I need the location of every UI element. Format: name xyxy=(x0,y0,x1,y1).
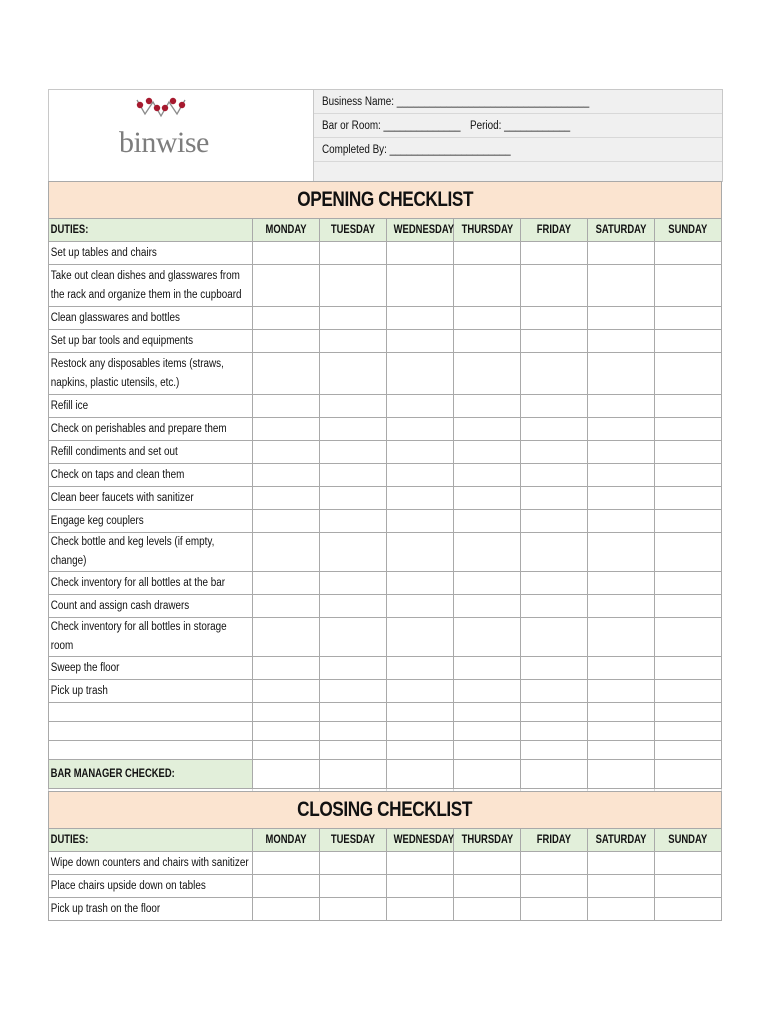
check-cell[interactable] xyxy=(655,265,722,307)
duty-cell xyxy=(49,307,253,330)
check-cell[interactable] xyxy=(454,510,521,533)
check-cell[interactable] xyxy=(387,618,454,657)
day-header-tuesday xyxy=(320,829,387,852)
binwise-logo-icon xyxy=(133,96,189,122)
duty-label: Set up tables and chairs xyxy=(50,246,157,259)
check-cell[interactable] xyxy=(454,680,521,703)
check-cell[interactable] xyxy=(521,307,588,330)
opening-title-text: OPENING CHECKLIST xyxy=(297,188,473,211)
check-cell[interactable] xyxy=(655,510,722,533)
check-cell[interactable] xyxy=(454,395,521,418)
check-cell[interactable] xyxy=(320,852,387,875)
closing-title-text: CLOSING CHECKLIST xyxy=(297,798,473,821)
check-cell[interactable] xyxy=(655,898,722,921)
check-cell[interactable] xyxy=(387,657,454,680)
check-cell[interactable] xyxy=(454,852,521,875)
check-cell[interactable] xyxy=(521,680,588,703)
check-cell[interactable] xyxy=(454,487,521,510)
check-cell[interactable] xyxy=(454,464,521,487)
check-cell[interactable] xyxy=(655,330,722,353)
check-cell[interactable] xyxy=(521,395,588,418)
opening-duties xyxy=(49,242,722,703)
check-cell[interactable] xyxy=(320,441,387,464)
duty-cell xyxy=(49,330,253,353)
check-cell[interactable] xyxy=(387,418,454,441)
duty-row xyxy=(49,242,722,265)
day-label: TUESDAY xyxy=(330,224,376,236)
check-cell[interactable] xyxy=(253,418,320,441)
info-divider xyxy=(314,113,722,114)
check-cell[interactable] xyxy=(521,510,588,533)
check-cell[interactable] xyxy=(320,242,387,265)
check-cell[interactable] xyxy=(387,242,454,265)
day-header-thursday xyxy=(454,219,521,242)
check-cell[interactable] xyxy=(588,353,655,395)
document-header xyxy=(48,89,721,181)
check-cell[interactable] xyxy=(521,657,588,680)
duty-row xyxy=(49,680,722,703)
check-cell[interactable] xyxy=(320,618,387,657)
check-cell[interactable] xyxy=(320,875,387,898)
duty-cell xyxy=(49,680,253,703)
duty-label: Pick up trash on the floor xyxy=(50,902,161,915)
check-cell[interactable] xyxy=(320,510,387,533)
check-cell[interactable] xyxy=(655,680,722,703)
brand-name: binwise xyxy=(119,126,209,159)
duty-cell xyxy=(49,852,253,875)
day-header-saturday xyxy=(588,829,655,852)
check-cell[interactable] xyxy=(387,533,454,572)
check-cell[interactable] xyxy=(588,533,655,572)
duty-cell xyxy=(49,875,253,898)
business-info xyxy=(313,89,723,182)
check-cell[interactable] xyxy=(655,487,722,510)
day-header-friday xyxy=(521,829,588,852)
day-header-saturday xyxy=(588,219,655,242)
duty-label: Refill condiments and set out xyxy=(50,445,178,458)
manager-check-cell[interactable] xyxy=(655,760,722,789)
check-cell[interactable] xyxy=(521,595,588,618)
check-cell[interactable] xyxy=(454,441,521,464)
duty-label: Check on perishables and prepare them xyxy=(50,422,227,435)
check-cell[interactable] xyxy=(387,487,454,510)
day-header-monday xyxy=(253,829,320,852)
check-cell[interactable] xyxy=(588,265,655,307)
check-cell[interactable] xyxy=(655,464,722,487)
day-label: SATURDAY xyxy=(595,224,647,236)
check-cell[interactable] xyxy=(454,875,521,898)
check-cell[interactable] xyxy=(387,680,454,703)
check-cell[interactable] xyxy=(454,595,521,618)
day-label: SUNDAY xyxy=(668,224,708,236)
check-cell[interactable] xyxy=(320,330,387,353)
duty-row xyxy=(49,533,722,572)
check-cell[interactable] xyxy=(655,875,722,898)
check-cell[interactable] xyxy=(588,572,655,595)
check-cell[interactable] xyxy=(521,618,588,657)
manager-check-cell[interactable] xyxy=(320,760,387,789)
day-label: FRIDAY xyxy=(536,224,572,236)
check-cell[interactable] xyxy=(253,657,320,680)
check-cell[interactable] xyxy=(521,242,588,265)
check-cell[interactable] xyxy=(320,307,387,330)
check-cell[interactable] xyxy=(253,307,320,330)
manager-row xyxy=(49,760,722,789)
duty-label: Refill ice xyxy=(50,399,89,412)
check-cell[interactable] xyxy=(588,657,655,680)
check-cell[interactable] xyxy=(655,618,722,657)
check-cell[interactable] xyxy=(320,898,387,921)
closing-checklist-title xyxy=(49,792,722,829)
check-cell[interactable] xyxy=(588,395,655,418)
duty-label: Sweep the floor xyxy=(50,661,120,674)
day-header-wednesday xyxy=(387,829,454,852)
duty-cell xyxy=(49,533,253,572)
duty-cell xyxy=(49,265,253,307)
duty-label: Place chairs upside down on tables xyxy=(50,879,206,892)
day-label: FRIDAY xyxy=(536,834,572,846)
check-cell[interactable] xyxy=(387,510,454,533)
closing-duties xyxy=(49,852,722,921)
check-cell[interactable] xyxy=(588,418,655,441)
duty-cell xyxy=(49,510,253,533)
day-label: THURSDAY xyxy=(461,224,513,236)
duty-row xyxy=(49,330,722,353)
check-cell[interactable] xyxy=(253,353,320,395)
check-cell[interactable] xyxy=(588,242,655,265)
day-label: SUNDAY xyxy=(668,834,708,846)
duties-header-label: DUTIES: xyxy=(50,224,89,236)
check-cell[interactable] xyxy=(253,242,320,265)
check-cell[interactable] xyxy=(320,395,387,418)
check-cell[interactable] xyxy=(454,533,521,572)
check-cell[interactable] xyxy=(521,441,588,464)
duty-row xyxy=(49,265,722,307)
check-cell[interactable] xyxy=(588,307,655,330)
duty-row xyxy=(49,441,722,464)
check-cell[interactable] xyxy=(387,265,454,307)
manager-check-cell[interactable] xyxy=(387,760,454,789)
blank-row xyxy=(49,703,722,722)
duty-label: Clean glasswares and bottles xyxy=(50,311,180,324)
day-header-wednesday xyxy=(387,219,454,242)
check-cell[interactable] xyxy=(454,657,521,680)
check-cell[interactable] xyxy=(588,618,655,657)
duty-row xyxy=(49,395,722,418)
day-label: TUESDAY xyxy=(330,834,376,846)
check-cell[interactable] xyxy=(588,875,655,898)
check-cell[interactable] xyxy=(253,898,320,921)
blank-row xyxy=(49,741,722,760)
check-cell[interactable] xyxy=(253,875,320,898)
day-header-friday xyxy=(521,219,588,242)
check-cell[interactable] xyxy=(521,852,588,875)
check-cell[interactable] xyxy=(655,533,722,572)
check-cell[interactable] xyxy=(320,464,387,487)
check-cell[interactable] xyxy=(521,330,588,353)
check-cell[interactable] xyxy=(588,898,655,921)
day-label: MONDAY xyxy=(265,834,307,846)
check-cell[interactable] xyxy=(521,487,588,510)
info-divider xyxy=(314,137,722,138)
duty-row xyxy=(49,618,722,657)
duty-cell xyxy=(49,657,253,680)
duty-row xyxy=(49,852,722,875)
check-cell[interactable] xyxy=(588,464,655,487)
duty-row xyxy=(49,657,722,680)
check-cell[interactable] xyxy=(253,533,320,572)
check-cell[interactable] xyxy=(588,852,655,875)
check-cell[interactable] xyxy=(253,572,320,595)
duties-header xyxy=(49,219,253,242)
duty-row xyxy=(49,307,722,330)
day-label: MONDAY xyxy=(265,224,307,236)
check-cell[interactable] xyxy=(454,330,521,353)
check-cell[interactable] xyxy=(387,464,454,487)
check-cell[interactable] xyxy=(521,898,588,921)
duty-cell xyxy=(49,618,253,657)
duties-header xyxy=(49,829,253,852)
manager-label-text: BAR MANAGER CHECKED: xyxy=(50,768,175,780)
check-cell[interactable] xyxy=(655,242,722,265)
check-cell[interactable] xyxy=(253,441,320,464)
duty-label: Check bottle and keg levels (if empty, change) xyxy=(50,536,215,567)
check-cell[interactable] xyxy=(320,572,387,595)
check-cell[interactable] xyxy=(454,572,521,595)
closing-checklist-table xyxy=(48,791,722,921)
blank-row xyxy=(49,722,722,741)
check-cell[interactable] xyxy=(320,265,387,307)
duty-cell xyxy=(49,418,253,441)
duty-cell xyxy=(49,395,253,418)
duty-label: Check on taps and clean them xyxy=(50,468,185,481)
check-cell[interactable] xyxy=(454,265,521,307)
check-cell[interactable] xyxy=(387,330,454,353)
day-header-tuesday xyxy=(320,219,387,242)
check-cell[interactable] xyxy=(253,395,320,418)
duty-label: Count and assign cash drawers xyxy=(50,599,190,612)
check-cell[interactable] xyxy=(655,395,722,418)
check-cell[interactable] xyxy=(387,441,454,464)
manager-check-cell[interactable] xyxy=(454,760,521,789)
duty-label: Check inventory for all bottles in storage room xyxy=(50,621,227,652)
check-cell[interactable] xyxy=(253,618,320,657)
check-cell[interactable] xyxy=(387,572,454,595)
bar-manager-checked-label xyxy=(49,760,253,789)
check-cell[interactable] xyxy=(521,572,588,595)
check-cell[interactable] xyxy=(253,852,320,875)
check-cell[interactable] xyxy=(655,418,722,441)
check-cell[interactable] xyxy=(655,595,722,618)
manager-check-cell[interactable] xyxy=(588,760,655,789)
check-cell[interactable] xyxy=(521,265,588,307)
check-cell[interactable] xyxy=(588,487,655,510)
check-cell[interactable] xyxy=(588,510,655,533)
duty-row xyxy=(49,572,722,595)
check-cell[interactable] xyxy=(655,353,722,395)
check-cell[interactable] xyxy=(387,898,454,921)
check-cell[interactable] xyxy=(454,242,521,265)
check-cell[interactable] xyxy=(253,464,320,487)
duty-row xyxy=(49,898,722,921)
duty-label: Set up bar tools and equipments xyxy=(50,334,194,347)
manager-check-cell[interactable] xyxy=(253,760,320,789)
check-cell[interactable] xyxy=(320,353,387,395)
duty-row xyxy=(49,353,722,395)
check-cell[interactable] xyxy=(253,510,320,533)
completed-by-field[interactable]: Completed By: ______________________ xyxy=(322,144,511,156)
duty-row xyxy=(49,418,722,441)
check-cell[interactable] xyxy=(521,533,588,572)
duty-cell xyxy=(49,353,253,395)
check-cell[interactable] xyxy=(521,875,588,898)
duty-label: Restock any disposables items (straws, napkins, plastic utensils, etc.) xyxy=(50,357,224,389)
duty-label: Wipe down counters and chairs with sanitizer xyxy=(50,856,249,869)
duty-label: Take out clean dishes and glasswares from the rack and organize them in the cupboard xyxy=(50,269,242,301)
check-cell[interactable] xyxy=(320,533,387,572)
day-header-thursday xyxy=(454,829,521,852)
duty-label: Check inventory for all bottles at the bar xyxy=(50,576,225,589)
business-name-field[interactable]: Business Name: ___________________________________ xyxy=(322,96,590,108)
check-cell[interactable] xyxy=(320,657,387,680)
check-cell[interactable] xyxy=(655,307,722,330)
check-cell[interactable] xyxy=(454,418,521,441)
check-cell[interactable] xyxy=(588,330,655,353)
check-cell[interactable] xyxy=(320,595,387,618)
day-label: WEDNESDAY xyxy=(393,224,455,236)
check-cell[interactable] xyxy=(320,487,387,510)
check-cell[interactable] xyxy=(253,487,320,510)
duty-row xyxy=(49,875,722,898)
day-label: THURSDAY xyxy=(461,834,513,846)
check-cell[interactable] xyxy=(454,307,521,330)
day-label: WEDNESDAY xyxy=(393,834,455,846)
check-cell[interactable] xyxy=(655,441,722,464)
check-cell[interactable] xyxy=(655,657,722,680)
check-cell[interactable] xyxy=(387,875,454,898)
duty-row xyxy=(49,464,722,487)
duty-row xyxy=(49,510,722,533)
check-cell[interactable] xyxy=(387,307,454,330)
check-cell[interactable] xyxy=(253,595,320,618)
duty-cell xyxy=(49,572,253,595)
check-cell[interactable] xyxy=(253,265,320,307)
duty-row xyxy=(49,487,722,510)
info-divider xyxy=(314,161,722,162)
duty-label: Clean beer faucets with sanitizer xyxy=(50,491,194,504)
check-cell[interactable] xyxy=(588,595,655,618)
duty-cell xyxy=(49,898,253,921)
manager-check-cell[interactable] xyxy=(521,760,588,789)
bar-or-room-field[interactable]: Bar or Room: ______________ xyxy=(322,120,461,132)
check-cell[interactable] xyxy=(588,680,655,703)
opening-checklist-title xyxy=(49,182,722,219)
duty-cell xyxy=(49,595,253,618)
duty-row xyxy=(49,595,722,618)
check-cell[interactable] xyxy=(655,572,722,595)
check-cell[interactable] xyxy=(253,330,320,353)
check-cell[interactable] xyxy=(521,353,588,395)
check-cell[interactable] xyxy=(454,898,521,921)
check-cell[interactable] xyxy=(454,353,521,395)
day-header-sunday xyxy=(655,219,722,242)
duty-label: Pick up trash xyxy=(50,684,108,697)
check-cell[interactable] xyxy=(320,418,387,441)
logo-area xyxy=(48,89,314,182)
check-cell[interactable] xyxy=(387,595,454,618)
check-cell[interactable] xyxy=(454,618,521,657)
duties-header-label: DUTIES: xyxy=(50,834,89,846)
duty-cell xyxy=(49,487,253,510)
check-cell[interactable] xyxy=(655,852,722,875)
check-cell[interactable] xyxy=(387,395,454,418)
duty-cell xyxy=(49,441,253,464)
check-cell[interactable] xyxy=(387,353,454,395)
check-cell[interactable] xyxy=(521,464,588,487)
check-cell[interactable] xyxy=(387,852,454,875)
duty-label: Engage keg couplers xyxy=(50,514,144,527)
check-cell[interactable] xyxy=(253,680,320,703)
opening-checklist-table xyxy=(48,181,722,806)
duty-cell xyxy=(49,464,253,487)
check-cell[interactable] xyxy=(521,418,588,441)
day-header-sunday xyxy=(655,829,722,852)
check-cell[interactable] xyxy=(588,441,655,464)
day-label: SATURDAY xyxy=(595,834,647,846)
check-cell[interactable] xyxy=(320,680,387,703)
day-header-monday xyxy=(253,219,320,242)
period-field[interactable]: Period: ____________ xyxy=(470,120,571,132)
duty-cell xyxy=(49,242,253,265)
